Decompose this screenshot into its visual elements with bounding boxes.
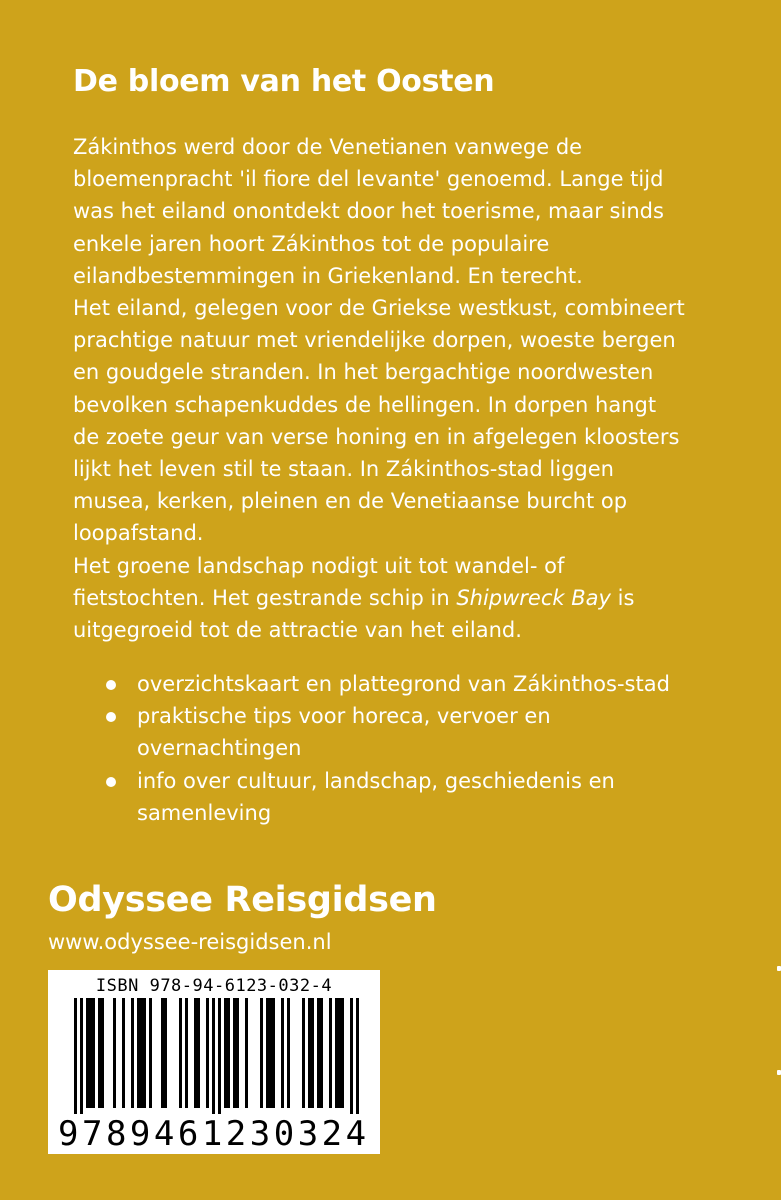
barcode-bar <box>179 998 182 1108</box>
barcode-bar <box>98 998 101 1108</box>
barcode-bar <box>329 998 332 1108</box>
barcode-bar <box>317 998 320 1108</box>
shipwreck-bay-italic: Shipwreck Bay <box>456 585 611 610</box>
barcode-bar <box>164 998 167 1108</box>
barcode-bar <box>245 998 248 1108</box>
barcode-bar <box>308 998 311 1108</box>
paragraph-island: Het eiland, gelegen voor de Griekse westkust, combineert prachtige natuur met vriendelijke dorpen, woeste bergen en goudgele stranden. In het bergachtige noordwesten bevolken schapenkuddes de hellingen. In dorpen hangt de zoete geur van verse honing en in afgelegen kloosters lijkt het leven stil te staan. In Zákinthos-stad liggen musea, kerken, pleinen en de Venetiaanse burcht op loopafstand. <box>73 296 685 546</box>
barcode-bar <box>335 998 338 1108</box>
barcode-bar <box>122 998 125 1108</box>
list-item: overzichtskaart en plattegrond van Zákinthos-stad <box>103 668 713 700</box>
barcode-bar <box>197 998 200 1108</box>
barcode-bar <box>149 998 152 1108</box>
barcode-bar <box>185 998 188 1108</box>
barcode-bar <box>131 998 134 1108</box>
barcode-bar <box>311 998 314 1108</box>
list-item: praktische tips voor horeca, vervoer en overnachtingen <box>103 700 713 764</box>
barcode-bar <box>320 998 323 1108</box>
barcode-bar <box>260 998 263 1108</box>
isbn-barcode <box>48 970 380 1154</box>
barcode-bar <box>194 998 197 1108</box>
barcode-bar <box>341 998 344 1108</box>
edge-mark <box>777 966 781 971</box>
paragraph-intro: Zákinthos werd door de Venetianen vanwege de bloemenpracht 'il fiore del levante' genoemd. Lange tijd was het eiland onontdekt door het toerisme, maar sinds enkele jaren hoort Zákinthos tot de populaire eilandbestemmingen in Griekenland. En terecht. <box>73 135 664 288</box>
bullet-icon <box>106 712 116 722</box>
feature-list <box>103 668 713 829</box>
barcode-bar <box>233 998 236 1108</box>
paragraph-landscape: Het groene landschap nodigt uit tot wandel- of fietstochten. Het gestrande schip in Shipwreck Bay is uitgegroeid tot de attractie van het eiland. <box>73 553 635 643</box>
bullet-icon <box>106 680 116 690</box>
barcode-bar <box>140 998 143 1108</box>
barcode-bar <box>227 998 230 1108</box>
barcode-bar <box>272 998 275 1108</box>
barcode-bar <box>224 998 227 1108</box>
barcode-bar <box>266 998 269 1108</box>
bullet-icon <box>106 777 116 787</box>
barcode-bar <box>338 998 341 1108</box>
barcode-bar <box>161 998 164 1108</box>
page-title: De bloem van het Oosten <box>73 64 495 99</box>
barcode-bar <box>281 998 284 1108</box>
barcode-number: 9789461230324 <box>58 1114 370 1154</box>
barcode-bar <box>302 998 305 1108</box>
edge-mark <box>777 1070 781 1075</box>
barcode-bar <box>287 998 290 1108</box>
barcode-bar <box>101 998 104 1108</box>
publisher-url: www.odyssee-reisgidsen.nl <box>48 930 332 954</box>
barcode-bar <box>269 998 272 1108</box>
barcode-bar <box>89 998 92 1108</box>
barcode-bar <box>206 998 209 1108</box>
barcode-bar <box>113 998 116 1108</box>
publisher-name: Odyssee Reisgidsen <box>48 880 437 920</box>
barcode-bar <box>236 998 239 1108</box>
list-item: info over cultuur, landschap, geschiedenis en samenleving <box>103 765 713 829</box>
isbn-label: ISBN 978-94-6123-032-4 <box>95 976 333 996</box>
barcode-bar <box>92 998 95 1108</box>
barcode-bar <box>143 998 146 1108</box>
barcode-bar <box>86 998 89 1108</box>
barcode-bar <box>137 998 140 1108</box>
description-text <box>73 131 713 646</box>
